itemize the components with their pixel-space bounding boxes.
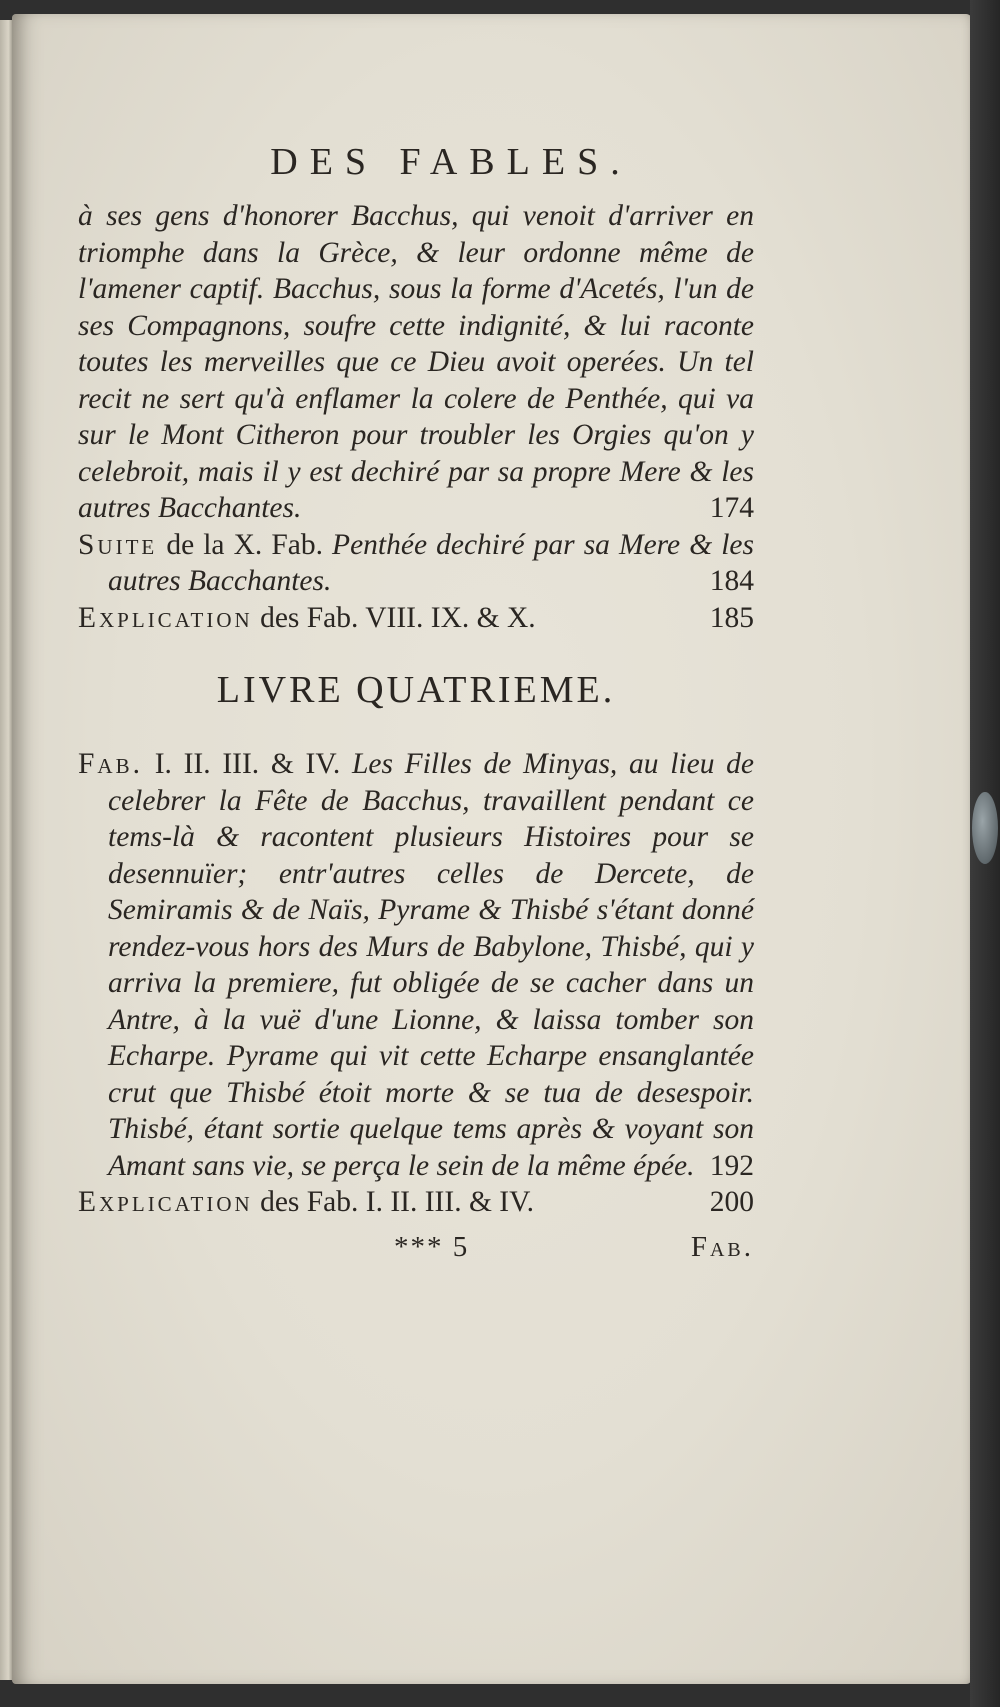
entry-reference: des Fab. I. II. III. & IV. [260,1186,534,1218]
page-text-block [78,140,754,1271]
entry-page-number: 184 [709,565,754,597]
toc-entry [78,600,754,637]
entry-page-number: 185 [709,601,754,634]
entry-text: à ses gens d'honorer Bacchus, qui venoit d'arriver en triomphe dans la Grèce, & leur ordonne même de l'amener captif. Bacchus, sous la forme d'Acetés, l'un de ses Compagnons, soufre cette indignité, & lui raconte toutes les merveilles que ce Dieu avoit operées. Un tel recit ne sert qu'à enflamer la colere de Penthée, qui va sur le Mont Citheron pour troubler les Orgies qu'on y celebroit, mais il y est dechiré par sa propre Mere & les autres Bacchantes. [78,200,754,524]
entry-reference: I. II. III. & IV. [154,748,341,780]
entry-label: Fab. [78,748,143,780]
entry-reference: des Fab. VIII. IX. & X. [260,601,536,634]
toc-entry [78,746,754,1184]
signature-mark: *** 5 [394,1230,470,1263]
entry-page-number: 200 [709,1186,754,1218]
entry-label: Explication [78,601,253,634]
entry-label: Explication [78,1186,253,1218]
entry-text: Penthée dechiré par sa Mere & les autres Bacchantes. [108,528,755,597]
entry-label: Suite [78,528,158,561]
catchword: Fab. [690,1230,754,1263]
entry-page-number: 174 [709,492,754,524]
toc-entry [78,198,754,527]
section-title: LIVRE QUATRIEME. [216,669,616,711]
entry-page-number: 192 [709,1149,754,1182]
page-footer [78,1231,754,1271]
toc-entry [78,1184,754,1221]
page-clip [972,792,998,864]
running-head: DES FABLES. [270,141,632,183]
toc-entry [78,527,754,600]
entry-reference: de la X. Fab. [166,528,323,561]
entry-text: Les Filles de Minyas, au lieu de celebrer la Fête de Bacchus, travaillent pendant ce tems-là & racontent plusieurs Histoires pour se desennuïer; entr'autres celles de Dercete, de Semiramis & de Naïs, Pyrame & Thisbé s'étant donné rendez-vous hors des Murs de Babylone, Thisbé, qui y arriva la premiere, fut obligée de se cacher dans un Antre, à la vuë d'une Lionne, & laissa tomber son Echarpe. Pyrame qui vit cette Echarpe ensanglantée crut que Thisbé étoit morte & se tua de desespoir. Thisbé, étant sortie quelque tems après & voyant son Amant sans vie, se perça le sein de la même épée. [108,748,755,1182]
